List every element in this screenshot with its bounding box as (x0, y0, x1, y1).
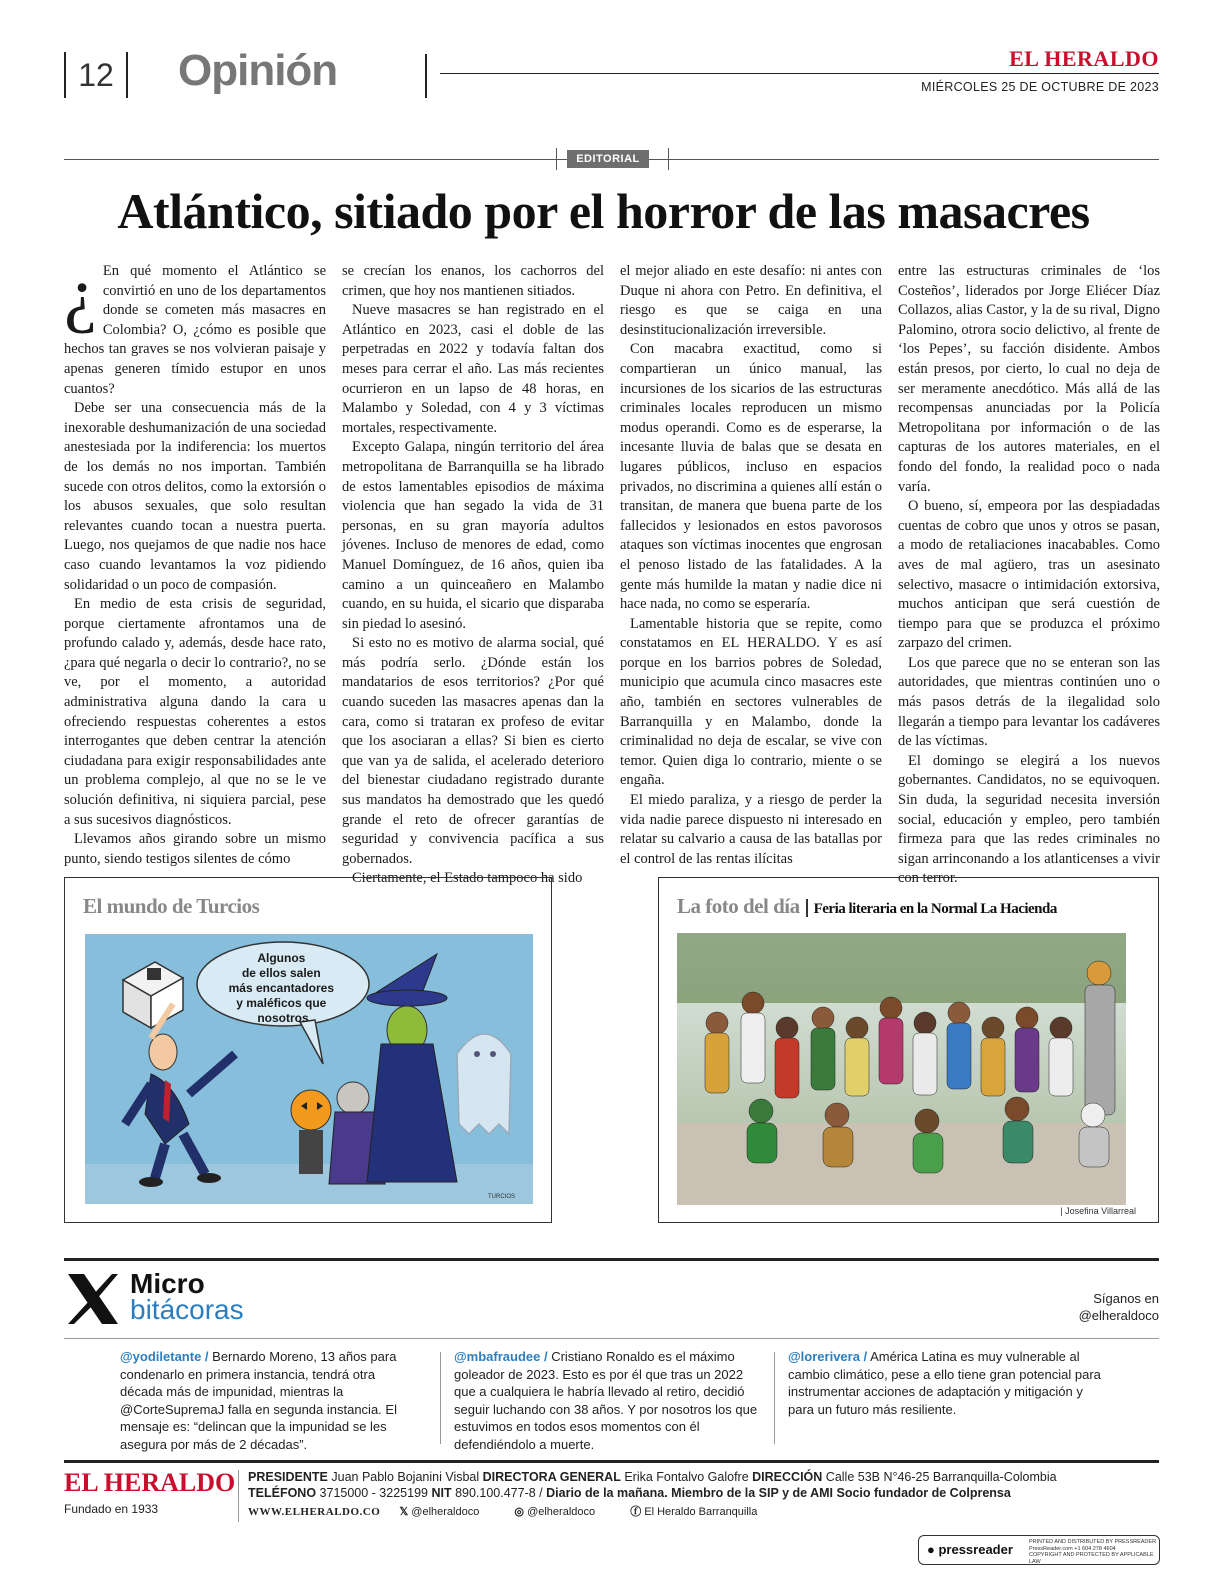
tweet-text: América Latina es muy vulnerable al cambio climático, pese a ello tiene gran potencial para instrumentar acciones de adaptación y mitigación y para un futuro más resiliente. (788, 1349, 1101, 1417)
micro-title-color: bitácoras (130, 1294, 244, 1325)
pressreader-badge[interactable] (918, 1535, 1160, 1565)
cartoon-signature: TURCIOS (488, 1194, 515, 1200)
photo-title (677, 894, 1057, 919)
tweet-handle[interactable]: @yodiletante / (120, 1349, 209, 1364)
tweet-text: Cristiano Ronaldo es el máximo goleador de 2023. Esto es por él que tras un 2022 que a cualquiera le habría llevado al retiro, decidió seguir luchando con 38 años. Y por nosotros los que estuvimos en todos esos momentos con él defendiéndolo a muerte. (454, 1349, 758, 1452)
article-paragraph: Ciertamente, el Estado tampoco ha sido (352, 870, 583, 887)
article-paragraph: se crecían los enanos, los cachorros del crimen, que hoy nos mantienen sitiados. (342, 263, 604, 299)
footer-social (248, 1503, 789, 1519)
facebook-social[interactable]: ⓕ El Heraldo Barranquilla (630, 1506, 758, 1518)
cartoon-drawing (85, 934, 533, 1204)
editorial-headline: Atlántico, sitiado por el horror de las masacres (117, 183, 1090, 239)
article-column-1 (64, 253, 326, 869)
editorial-label: EDITORIAL (567, 150, 649, 168)
pressreader-notice: PRINTED AND DISTRIBUTED BY PRESSREADER PressReader.com +1 604 278 4604 COPYRIGHT AND PROTECTED BY APPLICABLE LAW (1029, 1539, 1157, 1565)
bubble-line: más encantadores (228, 981, 335, 995)
editorial-tick-left (556, 148, 557, 170)
pressreader-logo: ● pressreader (927, 1542, 1013, 1557)
bubble-line: Algunos (257, 951, 306, 965)
micro-rule (64, 1258, 1159, 1261)
follow-us (1079, 1290, 1159, 1324)
section-title: Opinión (178, 46, 338, 95)
bubble-line: nosotros (257, 1011, 309, 1025)
page-number: 12 (64, 52, 128, 98)
article-paragraph: entre las estructuras criminales de ‘los Costeños’, liderados por Jorge Eliécer Díaz Collazos, alias Castor, y la de su rival, Digno Palomino, otrora socio delictivo, al frente de ‘los Pepes’, su facción disidente. Ambos están presos, por cierto, lo cual no deja de ser meramente anecdótico. Más allá de las recompensas anunciadas por la Policía Metropolitana por información o de las capturas de los autores materiales, en el fondo del fondo, la realidad poco o nada varía. (898, 263, 1160, 495)
tweet-text: Bernardo Moreno, 13 años para condenarlo en primera instancia, tendrá otra década más de impunidad, mientras la @CorteSupremaJ falla en segunda instancia. El mensaje es: “delincan que la impunidad se les asegura por más de 2 décadas”. (120, 1349, 397, 1452)
article-paragraph: Con macabra exactitud, como si compartieran un único manual, las incursiones de los sicarios de las estructuras criminales locales reproducen un mismo modus operandi. Como es de esperarse, la incesante lluvia de balas que se desata en lugares públicos, incluso en espacios privados, no discrimina a quienes allí están o transitan, de manera que buena parte de los fallecidos y lesionados en estos pavorosos ataques son víctimas inocentes que engrosan el penoso listado de las fatalidades. A la gente más humilde la matan y nadie dice ni hace nada, no como se esperaría. (620, 341, 882, 613)
micro-divider (64, 1338, 1159, 1339)
footer-credits-line-1: PRESIDENTE Juan Pablo Bojanini Visbal DIRECTORA GENERAL Erika Fontalvo Galofre DIRECCIÓN Calle 53B N°46-25 Barranquilla-Colombia (248, 1470, 1057, 1484)
article-paragraph: Nueve masacres se han registrado en el Atlántico en 2023, casi el doble de las perpetradas en 2022 y todavía faltan dos meses para cerrar el año. Las más recientes ocurrieron en un lapso de 48 horas, en Malambo y Soledad, con 4 y 3 víctimas mortales, respectivamente. (342, 302, 604, 436)
article-paragraph: Los que parece que no se enteran son las autoridades, que mientras continúen uno o más pasos detrás de la ilegalidad solo llegarán a tiempo para levantar los cadáveres de las víctimas. (898, 654, 1160, 750)
photo-image[interactable] (677, 933, 1126, 1205)
cartoon-title: El mundo de Turcios (83, 894, 260, 918)
article-paragraph: Si esto no es motivo de alarma social, qué más podría serlo. ¿Dónde están los mandatarios de esos territorios? ¿Por qué cuando suceden las masacres apenas dan la cara, como si trataran ex profeso de evitar que los asociaran a ellas? Si bien es cierto que van ya de salida, el acelerado deterioro del bienestar ciudadano registrado durante sus mandatos ha demostrado que les quedó grande el reto de ofrecer garantías de seguridad y convivencia pacífica a sus gobernados. (342, 635, 604, 867)
photo-subtitle: Feria literaria en la Normal La Hacienda (813, 901, 1057, 917)
tweet-item (120, 1348, 420, 1453)
article-paragraph: El miedo paraliza, y a riesgo de perder la vida nadie parece dispuesto ni interesado en relatar su calvario a causa de las batallas por el control de las rentas ilícitas (620, 792, 882, 867)
tweet-divider (774, 1352, 775, 1444)
article-paragraph: Llevamos años girando sobre un mismo punto, siendo testigos silentes de cómo (64, 831, 326, 867)
x-icon: 𝕏 (399, 1506, 409, 1518)
title-separator (806, 899, 808, 917)
x-social[interactable]: 𝕏 @elheraldoco (399, 1506, 480, 1518)
founded-text: Fundado en 1933 (64, 1502, 159, 1516)
cartoon-box (64, 877, 552, 1223)
tweet-handle[interactable]: @lorerivera / (788, 1349, 868, 1364)
dropcap: ¿ (64, 253, 97, 335)
footer-logo[interactable]: EL HERALDO (64, 1468, 236, 1497)
tweet-item (454, 1348, 758, 1453)
footer-rule (64, 1460, 1159, 1463)
tweet-handle[interactable]: @mbafraudee / (454, 1349, 548, 1364)
micro-title-bold: Micro (130, 1268, 205, 1299)
footer-credits-line-2: TELÉFONO 3715000 - 3225199 NIT 890.100.477-8 / Diario de la mañana. Miembro de la SIP y de AMI Socio fundador de Colprensa (248, 1486, 1011, 1500)
article-column-2 (342, 262, 604, 889)
photo-credit: | Josefina Villarreal (1060, 1206, 1136, 1216)
photo-illustration (677, 933, 1126, 1205)
header-divider (425, 54, 427, 98)
masthead-logo[interactable]: EL HERALDO (1009, 46, 1159, 71)
editorial-tick-right (668, 148, 669, 170)
article-paragraph: ¿ En qué momento el Atlántico se convirtió en uno de los departamentos donde se cometen más masacres en Colombia? O, ¿cómo es posible que hechos tan graves se nos volvieran paisaje y apenas generen tímido estupor en unos cuantos? (64, 253, 326, 397)
article-column-3 (620, 262, 882, 869)
follow-label: Síganos en (1093, 1291, 1159, 1306)
issue-date: MIÉRCOLES 25 DE OCTUBRE DE 2023 (921, 80, 1159, 94)
photo-title-text: La foto del día (677, 894, 800, 918)
x-logo-icon (64, 1270, 122, 1328)
article-paragraph: el mejor aliado en este desafío: ni antes con Duque ni ahora con Petro. En definitiva, el riesgo es que se caiga en una desinstitucionalización irreversible. (620, 263, 882, 338)
facebook-icon: ⓕ (630, 1506, 642, 1518)
website-link[interactable]: WWW.ELHERALDO.CO (248, 1506, 381, 1518)
photo-of-the-day-box (658, 877, 1159, 1223)
article-paragraph: O bueno, sí, empeora por las despiadadas cuentas de cobro que unos y otros se pasan, a modo de retaliaciones inacabables. Como aves de mal agüero, tras un asesinato selectivo, masacre o intimidación extorsiva, muchos anticipan que será cuestión de tiempo para que se produzca el próximo zarpazo del crimen. (898, 498, 1160, 652)
follow-handle[interactable]: @elheraldoco (1078, 1308, 1159, 1323)
cartoon-illustration[interactable] (85, 934, 533, 1204)
footer-divider (238, 1470, 239, 1522)
article-paragraph: El domingo se elegirá a los nuevos gobernantes. Candidatos, no se equivoquen. Sin duda, la seguridad necesita inversión social, educación y empleo, pero también firmeza para que las redes criminales no sigan arrinconando a los atlanticenses a vivir con terror. (898, 752, 1160, 887)
instagram-icon: ◎ (514, 1506, 525, 1518)
tweet-divider (440, 1352, 441, 1444)
article-paragraph: En medio de esta crisis de seguridad, porque ciertamente afrontamos una de profundo calado y, además, desde hace rato, ¿para qué negarla o decir lo contrario?, no se ve, por el momento, a autoridad administrativa alguna dando la cara u ofreciendo respuestas coherentes a estos interrogantes que deben centrar la atención ciudadana para exigir responsabilidades ante un problema complejo, al que no se le ve solución definitiva, ni siquiera parcial, pese a sus sucesivos diagnósticos. (64, 596, 326, 828)
header-rule (440, 73, 1159, 74)
article-paragraph: Lamentable historia que se repite, como constatamos en EL HERALDO. Y es así porque en los barrios pobres de Soledad, municipio que acumula cinco masacres este año, también en sectores vulnerables de Barranquilla y en Malambo, donde la criminalidad no deja de escalar, se vive con temor. Quien diga lo contrario, miente o se engaña. (620, 615, 882, 789)
article-column-4 (898, 262, 1160, 889)
article-paragraph: Excepto Galapa, ningún territorio del área metropolitana de Barranquilla se ha librado de estos lamentables episodios de máxima violencia que han segado la vida de 31 personas, en su gran mayoría adultos jóvenes. Incluso de menores de edad, como Manuel Domínguez, de 16 años, quien iba camino a un quinceañero en Malambo cuando, en su huida, el sicario que disparaba sin piedad lo asesinó. (342, 439, 604, 632)
bubble-line: de ellos salen (241, 966, 321, 980)
article-paragraph: Debe ser una consecuencia más de la inexorable deshumanización de una sociedad anestesiada por la indiferencia: los muertos de los demás no nos importan. También sucede con otros delitos, como la extorsión o los abusos sexuales, que solo resultan relevantes cuando tocan a nuestra puerta. Luego, nos quejamos de que nadie nos hace caso cuando levantamos la voz pidiendo solidaridad o un poco de compasión. (64, 400, 326, 593)
instagram-social[interactable]: ◎ @elheraldoco (514, 1506, 596, 1518)
tweet-item (788, 1348, 1108, 1418)
bubble-line: y maléficos que (236, 996, 327, 1010)
